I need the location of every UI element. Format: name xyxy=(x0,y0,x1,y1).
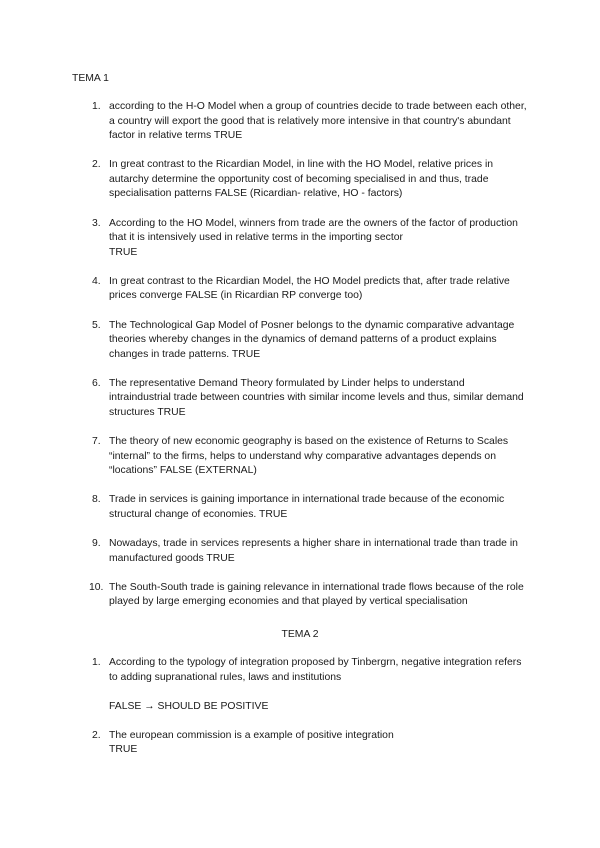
item-text: According to the HO Model, winners from trade are the owners of the factor of production that it is intensively used in relative terms in the importing sector xyxy=(109,217,518,244)
list-item xyxy=(0,435,529,479)
item-text: The South-South trade is gaining relevance in international trade flows because of the role played by large emerging economies and that played by vertical specialisation xyxy=(109,581,524,608)
item-number: 1. xyxy=(92,657,101,668)
item-text: In great contrast to the Ricardian Model, the HO Model predicts that, after trade relative prices converge FALSE (in Ricardian RP converge too) xyxy=(109,275,510,302)
item-text: Nowadays, trade in services represents a higher share in international trade than trade in manufactured goods TRUE xyxy=(109,538,518,564)
list-item xyxy=(0,158,529,202)
item-number: 6. xyxy=(92,377,101,389)
item-text: The theory of new economic geography is based on the existence of Returns to Scales “internal” to the firms, helps to understand why comparative advantages depends on “locations” FALSE (EXTERNAL) xyxy=(109,436,509,477)
list-item xyxy=(0,319,529,363)
item-text: Trade in services is gaining importance in international trade because of the economic structural change of economies. TRUE xyxy=(109,494,505,520)
list-item xyxy=(0,377,529,421)
item-number: 10. xyxy=(89,581,104,593)
item-text: The european commission is a example of positive integration xyxy=(109,729,394,741)
tema1-heading: TEMA 1 xyxy=(72,73,109,84)
item-answer: FALSE → SHOULD BE POSITIVE xyxy=(109,700,269,712)
tema1-question-list xyxy=(0,100,529,610)
list-item xyxy=(0,656,529,714)
item-number: 2. xyxy=(92,159,101,171)
item-text: According to the typology of integration proposed by Tinbergrn, negative integration refers to adding supranational rules, laws and institutions xyxy=(109,657,522,683)
item-answer: TRUE xyxy=(109,246,138,258)
item-number: 9. xyxy=(92,538,101,550)
item-number: 7. xyxy=(92,436,101,448)
list-item xyxy=(0,729,529,758)
item-answer: TRUE xyxy=(109,744,138,756)
list-item xyxy=(0,217,529,261)
item-text: according to the H-O Model when a group of countries decide to trade between each other, a country will export the good that is relatively more intensive in that country's abundant factor in relative terms TRUE xyxy=(109,101,527,142)
item-number: 2. xyxy=(92,729,101,741)
tema2-question-list xyxy=(0,656,529,772)
list-item xyxy=(0,275,529,304)
item-number: 5. xyxy=(92,319,101,331)
item-text: The representative Demand Theory formulated by Linder helps to understand intraindustrial trade between countries with similar income levels and thus, similar demand structures TRUE xyxy=(109,377,524,418)
item-number: 8. xyxy=(92,494,101,506)
item-number: 3. xyxy=(92,217,101,229)
item-number: 4. xyxy=(92,275,101,287)
item-text: In great contrast to the Ricardian Model, in line with the HO Model, relative prices in autarchy determine the opportunity cost of becoming specialised in and thus, trade specialisation patterns FALSE (Ricardian- relative, HO - factors) xyxy=(109,159,494,200)
list-item xyxy=(0,493,529,522)
tema2-heading: TEMA 2 xyxy=(281,629,319,640)
list-item xyxy=(0,537,529,566)
list-item xyxy=(0,581,529,610)
item-text: The Technological Gap Model of Posner belongs to the dynamic comparative advantage theories whereby changes in the dynamics of demand patterns of a product explains changes in trade patterns. TRUE xyxy=(109,319,515,360)
list-item xyxy=(0,100,529,144)
item-number: 1. xyxy=(92,101,101,112)
